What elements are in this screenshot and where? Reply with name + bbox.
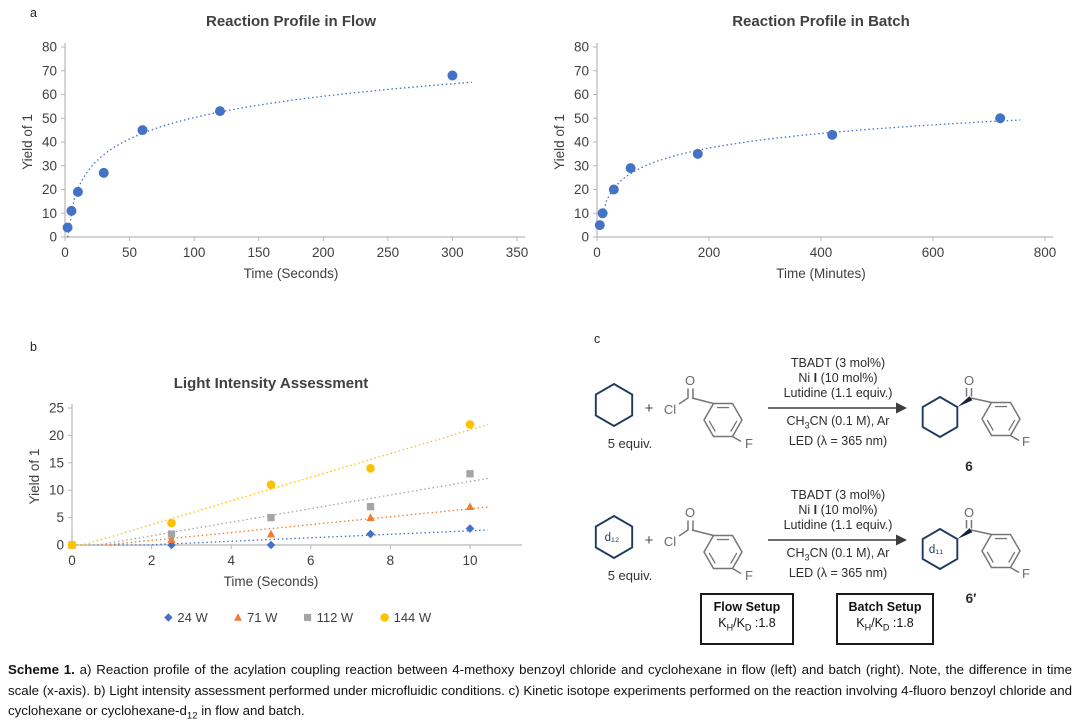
y-tick-label: 50	[41, 110, 57, 126]
x-tick-label: 300	[441, 245, 464, 260]
data-point	[168, 530, 175, 537]
x-tick-label: 50	[122, 245, 138, 260]
plus-sign: +	[644, 532, 654, 549]
data-point	[626, 163, 636, 173]
x-tick-label: 200	[697, 245, 721, 260]
f-label: F	[1022, 566, 1030, 581]
x-tick-label: 4	[227, 553, 235, 568]
data-point	[466, 524, 475, 533]
x-tick-label: 800	[1033, 245, 1057, 260]
f-label: F	[745, 436, 753, 451]
x-tick-label: 10	[462, 553, 478, 568]
x-tick-label: 100	[182, 245, 206, 260]
x-tick-label: 400	[809, 245, 833, 260]
condition-line: Ni I (10 mol%)	[798, 503, 878, 517]
d11-label: d₁₁	[928, 544, 944, 556]
data-point	[267, 514, 274, 521]
product-6-label: 6	[965, 459, 973, 474]
c-ring-bond	[971, 398, 992, 403]
legend-label: 144 W	[393, 610, 432, 625]
conditions-above-flow	[743, 356, 933, 401]
x-tick-label: 200	[312, 245, 335, 260]
reaction-arrowhead	[896, 535, 907, 546]
condition-line: Ni I (10 mol%)	[798, 371, 878, 385]
x-tick-label: 0	[68, 553, 76, 568]
c-f-bond	[1011, 568, 1020, 573]
data-point	[267, 541, 276, 550]
chart-title: Light Intensity Assessment	[173, 375, 369, 392]
x-tick-label: 350	[505, 245, 529, 260]
o-label: O	[963, 505, 975, 520]
data-point	[466, 470, 473, 477]
legend-marker	[234, 613, 242, 620]
c-f-bond	[1011, 436, 1020, 441]
panel-a-label: a	[30, 6, 37, 20]
batch-kie-ratio: $K_H/K_D$ :1.8	[856, 616, 914, 633]
x-tick-label: 2	[147, 553, 156, 568]
panel-c-label: c	[594, 332, 601, 346]
equiv-label: 5 equiv.	[607, 436, 653, 451]
y-tick-label: 20	[48, 427, 64, 443]
data-point	[598, 208, 608, 218]
trendline	[72, 478, 488, 545]
reaction-arrowhead	[896, 403, 907, 414]
condition-line: TBADT (3 mol%)	[790, 356, 886, 370]
y-tick-label: 0	[49, 229, 57, 245]
c-ring-bond	[692, 398, 714, 404]
y-axis-title: Yield of 1	[20, 114, 35, 170]
data-point	[366, 513, 374, 521]
y-tick-label: 70	[573, 63, 589, 79]
data-point	[609, 185, 619, 195]
flow-setup-box	[700, 593, 794, 645]
batch-reaction-profile-chart	[540, 2, 1080, 314]
x-tick-label: 250	[376, 245, 400, 260]
condition-line: $CH_3CN$ (0.1 M), Ar	[786, 546, 890, 563]
c-f-bond	[733, 569, 742, 574]
cyclohexane-ring	[596, 384, 632, 426]
f-label: F	[745, 568, 753, 583]
x-axis-title: Time (Seconds)	[243, 266, 339, 281]
condition-line: LED (λ = 365 nm)	[788, 433, 888, 448]
y-tick-label: 60	[41, 87, 57, 102]
data-point	[137, 125, 147, 135]
c-ring-bond	[971, 530, 992, 535]
data-point	[215, 106, 225, 116]
x-tick-label: 8	[386, 553, 395, 568]
c-f-bond	[733, 437, 742, 442]
c-ring-bond	[692, 530, 714, 536]
y-tick-label: 70	[41, 63, 57, 79]
data-point	[167, 519, 176, 528]
trendline	[68, 82, 472, 237]
data-point	[367, 503, 374, 510]
y-tick-label: 0	[56, 537, 64, 553]
condition-line: Lutidine (1.1 equiv.)	[783, 386, 893, 400]
benzene-ring	[982, 403, 1020, 436]
benzene-ring	[982, 535, 1020, 568]
x-axis-title: Time (Minutes)	[776, 266, 866, 281]
flow-kie-ratio: $K_H/K_D$ :1.8	[718, 616, 776, 633]
chart-title: Reaction Profile in Batch	[732, 13, 910, 30]
c-cl-bond	[679, 530, 688, 536]
y-tick-label: 30	[41, 158, 57, 174]
panel-b-label: b	[30, 340, 37, 354]
conditions-above-batch	[743, 488, 933, 533]
data-point	[466, 502, 474, 510]
wedge-bond	[957, 396, 972, 407]
d12-label: d₁₂	[604, 532, 620, 544]
data-point	[827, 130, 837, 140]
light-intensity-chart	[20, 348, 550, 648]
data-point	[66, 206, 76, 216]
condition-line: Lutidine (1.1 equiv.)	[783, 518, 893, 532]
data-point	[73, 187, 83, 197]
plus-sign: +	[644, 400, 654, 417]
y-tick-label: 50	[573, 110, 589, 126]
y-axis-title: Yield of 1	[552, 114, 567, 170]
cl-label: Cl	[663, 402, 677, 417]
benzene-ring	[704, 404, 742, 437]
data-point	[63, 223, 73, 233]
figure-caption: Scheme 1. a) Reaction profile of the acylation coupling reaction between 4-methoxy benzoyl chloride and cyclohexane in flow (left) and batch (right). Note, the difference in time scale (x-axis). b) Light intensity assessment performed under microfluidic conditions. c) Kinetic isotope experiments performed on the reaction involving 4-fluoro benzoyl chloride and cyclohexane or cyclohexane-$d_{12}$ in flow and batch.	[8, 662, 1072, 722]
y-tick-label: 25	[48, 400, 64, 416]
legend-label: 71 W	[247, 610, 278, 625]
condition-line: TBADT (3 mol%)	[790, 488, 886, 502]
data-point	[267, 530, 275, 538]
o-label: O	[684, 373, 696, 388]
o-label: O	[684, 505, 696, 520]
cl-label: Cl	[663, 534, 677, 549]
legend-marker	[164, 613, 172, 621]
conditions-below-flow	[743, 414, 933, 449]
trendline	[72, 425, 488, 545]
y-tick-label: 15	[48, 455, 64, 471]
chart-title: Reaction Profile in Flow	[205, 13, 377, 30]
data-point	[366, 530, 375, 539]
y-tick-label: 10	[573, 205, 589, 221]
benzene-ring	[704, 536, 742, 569]
data-point	[99, 168, 109, 178]
batch-setup-title: Batch Setup	[848, 600, 922, 614]
y-tick-label: 20	[573, 182, 589, 197]
y-tick-label: 20	[41, 182, 57, 197]
data-point	[466, 420, 475, 429]
data-point	[366, 464, 375, 473]
data-point	[995, 113, 1005, 123]
y-axis-title: Yield of 1	[27, 448, 42, 505]
x-axis-title: Time (Seconds)	[223, 574, 319, 589]
trendline	[72, 507, 488, 545]
o-label: O	[963, 373, 975, 388]
legend-marker	[304, 614, 311, 621]
x-tick-label: 0	[61, 245, 69, 260]
y-tick-label: 0	[581, 229, 589, 245]
x-tick-label: 0	[593, 245, 601, 260]
y-tick-label: 40	[573, 134, 589, 150]
legend-label: 24 W	[177, 610, 208, 625]
flow-setup-title: Flow Setup	[713, 600, 781, 614]
trendline	[72, 530, 488, 545]
legend-label: 112 W	[316, 610, 354, 625]
c-cl-bond	[679, 398, 688, 404]
trendline	[600, 120, 1021, 226]
data-point	[693, 149, 703, 159]
f-label: F	[1022, 434, 1030, 449]
condition-line: LED (λ = 365 nm)	[788, 565, 888, 580]
y-tick-label: 80	[41, 39, 57, 55]
flow-reaction-profile-chart	[20, 2, 555, 314]
y-tick-label: 30	[573, 158, 589, 174]
equiv-label: 5 equiv.	[607, 568, 653, 583]
y-tick-label: 80	[573, 39, 589, 55]
x-tick-label: 600	[921, 245, 945, 260]
kinetic-isotope-scheme	[585, 330, 1080, 660]
wedge-bond	[957, 528, 972, 539]
condition-line: $CH_3CN$ (0.1 M), Ar	[786, 414, 890, 431]
y-tick-label: 60	[573, 87, 589, 102]
y-tick-label: 10	[48, 482, 64, 498]
x-tick-label: 6	[307, 553, 315, 568]
data-point	[267, 480, 276, 489]
data-point	[595, 220, 605, 230]
legend-marker	[380, 613, 388, 621]
y-tick-label: 5	[56, 510, 64, 526]
product-6prime-label: 6′	[965, 591, 977, 606]
batch-setup-box	[836, 593, 934, 645]
data-point	[447, 71, 457, 81]
data-point	[68, 541, 77, 550]
y-tick-label: 10	[41, 205, 57, 221]
x-tick-label: 150	[247, 245, 270, 260]
y-tick-label: 40	[41, 134, 57, 150]
conditions-below-batch	[743, 546, 933, 581]
